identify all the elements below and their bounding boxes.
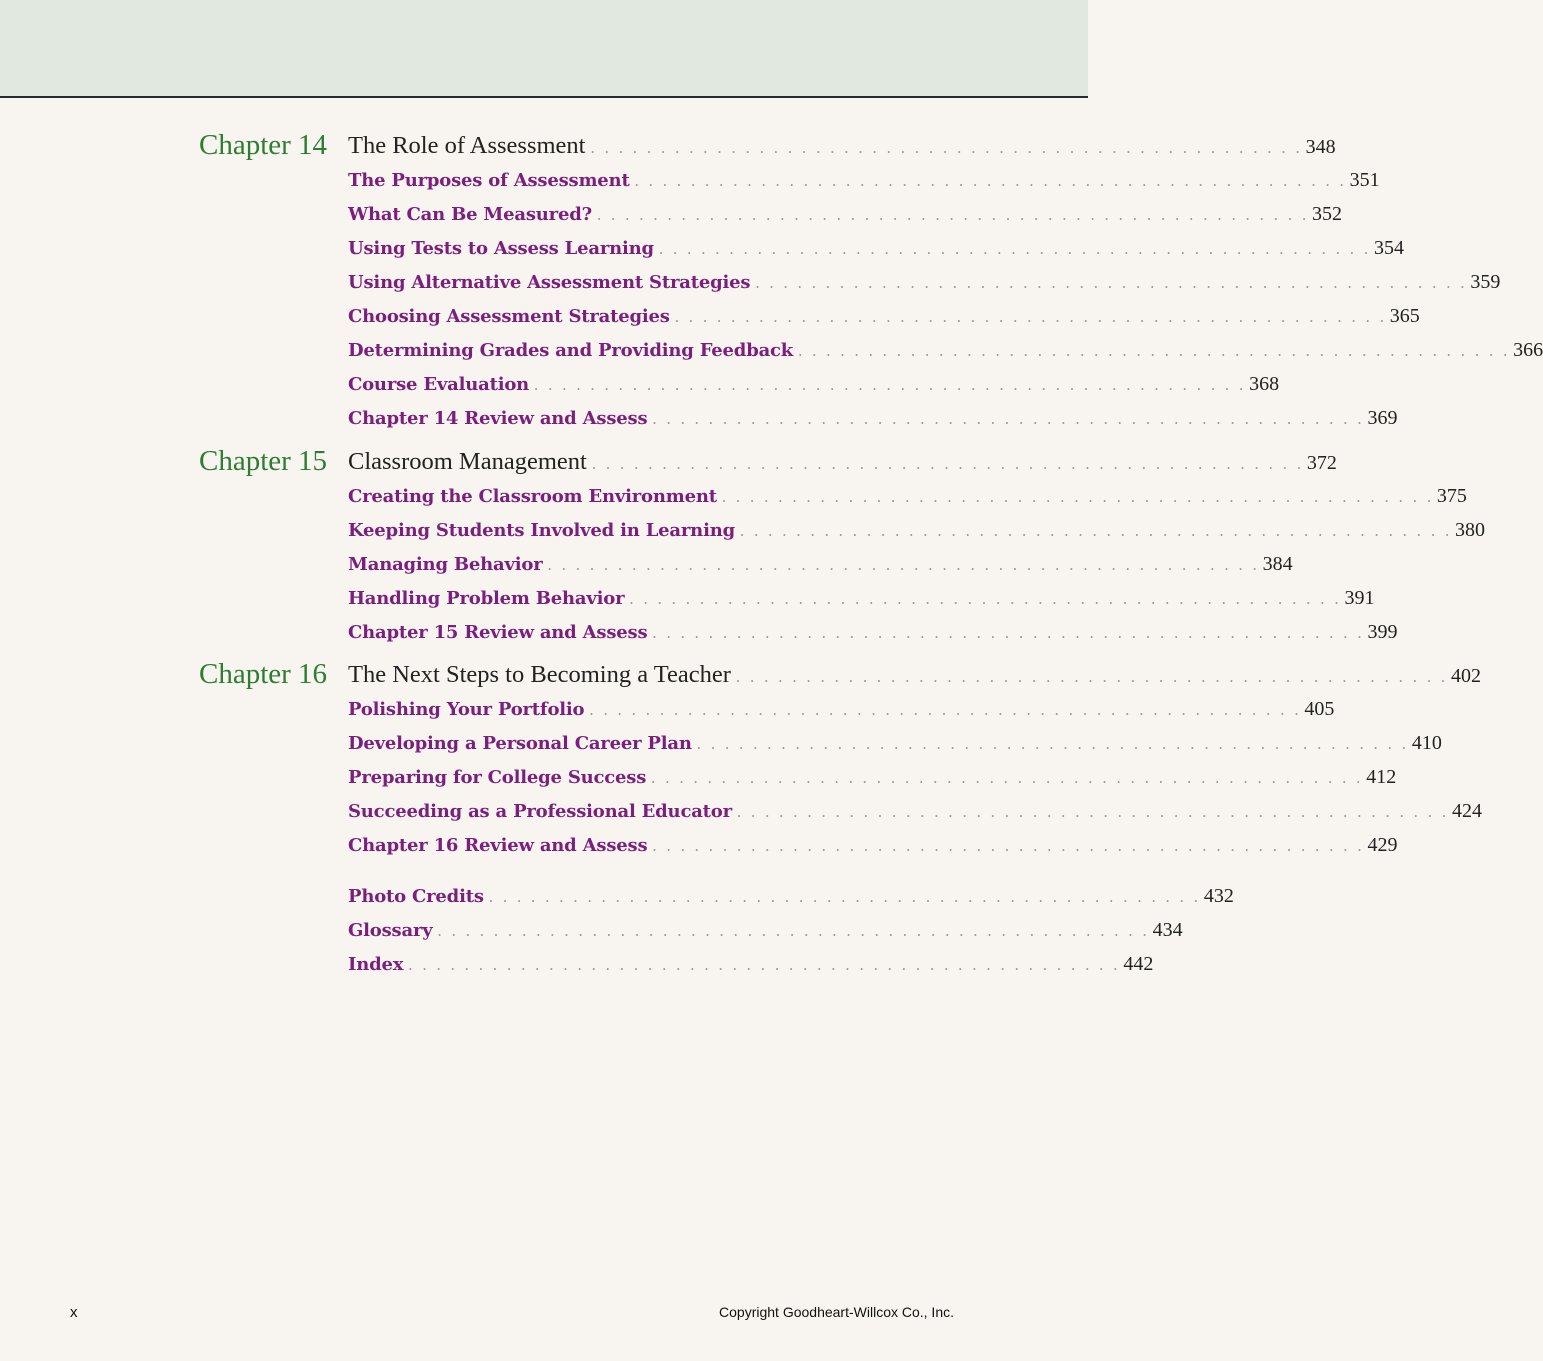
toc-entry[interactable] (348, 169, 1380, 199)
page-number: 351 (1349, 169, 1380, 191)
page-number: 432 (1203, 885, 1234, 907)
section-title[interactable]: Using Alternative Assessment Strategies (348, 272, 751, 293)
section-title[interactable]: Index (348, 954, 404, 975)
dot-leader: . . . . . . . . . . . . . . . . . . . . . . . . . . . . . . . . . . . . . . . . . . . . . . . . . . . (652, 623, 1365, 642)
chapter-title[interactable]: The Role of Assessment (348, 132, 586, 159)
dot-leader: . . . . . . . . . . . . . . . . . . . . . . . . . . . . . . . . . . . . . . . . . . . . . . . . . . . (590, 138, 1303, 157)
page-number: 348 (1305, 136, 1336, 158)
dot-leader: . . . . . . . . . . . . . . . . . . . . . . . . . . . . . . . . . . . . . . . . . . . . . . . . . . . (735, 667, 1448, 686)
dot-leader: . . . . . . . . . . . . . . . . . . . . . . . . . . . . . . . . . . . . . . . . . . . . . . . . . . . (629, 589, 1342, 608)
dot-leader: . . . . . . . . . . . . . . . . . . . . . . . . . . . . . . . . . . . . . . . . . . . . . . . . . . . (534, 375, 1247, 394)
page-number: 424 (1451, 800, 1482, 822)
dot-leader: . . . . . . . . . . . . . . . . . . . . . . . . . . . . . . . . . . . . . . . . . . . . . . . . . . . (547, 555, 1260, 574)
dot-leader: . . . . . . . . . . . . . . . . . . . . . . . . . . . . . . . . . . . . . . . . . . . . . . . . . . . (589, 700, 1302, 719)
toc-entry[interactable] (348, 339, 1543, 369)
dot-leader: . . . . . . . . . . . . . . . . . . . . . . . . . . . . . . . . . . . . . . . . . . . . . . . . . . . (674, 307, 1387, 326)
section-title[interactable]: Developing a Personal Career Plan (348, 733, 692, 754)
dot-leader: . . . . . . . . . . . . . . . . . . . . . . . . . . . . . . . . . . . . . . . . . . . . . . . . . . . (591, 454, 1304, 473)
dot-leader: . . . . . . . . . . . . . . . . . . . . . . . . . . . . . . . . . . . . . . . . . . . . . . . . . . . (755, 273, 1468, 292)
dot-leader: . . . . . . . . . . . . . . . . . . . . . . . . . . . . . . . . . . . . . . . . . . . . . . . . . . . (652, 409, 1365, 428)
page-number: 412 (1366, 766, 1397, 788)
chapter-label: Chapter 14 (199, 129, 328, 161)
chapter-title[interactable]: The Next Steps to Becoming a Teacher (348, 661, 731, 688)
page-number: 442 (1123, 953, 1154, 975)
page-number: 384 (1262, 553, 1293, 575)
section-title[interactable]: Course Evaluation (348, 374, 530, 395)
dot-leader: . . . . . . . . . . . . . . . . . . . . . . . . . . . . . . . . . . . . . . . . . . . . . . . . . . . (651, 768, 1364, 787)
section-title[interactable]: The Purposes of Assessment (348, 170, 630, 191)
dot-leader: . . . . . . . . . . . . . . . . . . . . . . . . . . . . . . . . . . . . . . . . . . . . . . . . . . . (596, 205, 1310, 224)
page-number: 402 (1450, 665, 1481, 687)
toc-entry[interactable] (348, 373, 1280, 403)
section-title[interactable]: Creating the Classroom Environment (348, 486, 717, 507)
chapter-title-row[interactable] (348, 132, 1336, 162)
toc-entry[interactable] (348, 553, 1293, 583)
dot-leader: . . . . . . . . . . . . . . . . . . . . . . . . . . . . . . . . . . . . . . . . . . . . . . . . . . . (736, 802, 1449, 821)
toc-entry[interactable] (348, 305, 1420, 335)
page-number: 359 (1470, 271, 1501, 293)
section-title[interactable]: Determining Grades and Providing Feedback (348, 340, 794, 361)
chapter-label: Chapter 15 (199, 445, 328, 477)
dot-leader: . . . . . . . . . . . . . . . . . . . . . . . . . . . . . . . . . . . . . . . . . . . . . . . . . . . (634, 171, 1347, 190)
toc-entry[interactable] (348, 485, 1467, 515)
page-number: 405 (1304, 698, 1335, 720)
section-title[interactable]: Managing Behavior (348, 554, 543, 575)
toc-entry[interactable] (348, 621, 1398, 651)
page-number: 365 (1389, 305, 1420, 327)
chapter-title-row[interactable] (348, 448, 1337, 478)
toc-entry[interactable] (348, 203, 1343, 233)
dot-leader: . . . . . . . . . . . . . . . . . . . . . . . . . . . . . . . . . . . . . . . . . . . . . . . . . . . (696, 734, 1409, 753)
toc-entry[interactable] (348, 519, 1486, 549)
section-title[interactable]: Photo Credits (348, 886, 484, 907)
page-number: 372 (1306, 452, 1337, 474)
toc-entry[interactable] (348, 587, 1375, 617)
dot-leader: . . . . . . . . . . . . . . . . . . . . . . . . . . . . . . . . . . . . . . . . . . . . . . . . . . . (798, 341, 1511, 360)
section-title[interactable]: Chapter 15 Review and Assess (348, 622, 648, 643)
section-title[interactable]: Choosing Assessment Strategies (348, 306, 670, 327)
chapter-title[interactable]: Classroom Management (348, 448, 587, 475)
dot-leader: . . . . . . . . . . . . . . . . . . . . . . . . . . . . . . . . . . . . . . . . . . . . . . . . . . . (658, 239, 1371, 258)
page-number: 369 (1367, 407, 1398, 429)
dot-leader: . . . . . . . . . . . . . . . . . . . . . . . . . . . . . . . . . . . . . . . . . . . . . . . . . . . (488, 887, 1201, 906)
section-title[interactable]: Chapter 14 Review and Assess (348, 408, 648, 429)
page-number: 380 (1455, 519, 1486, 541)
page-number: 399 (1367, 621, 1398, 643)
toc-entry[interactable] (348, 732, 1442, 762)
dot-leader: . . . . . . . . . . . . . . . . . . . . . . . . . . . . . . . . . . . . . . . . . . . . . . . . . . . (739, 521, 1453, 540)
page-number: 375 (1436, 485, 1467, 507)
folio-page-number: x (70, 1304, 78, 1321)
toc-entry[interactable] (348, 698, 1335, 728)
dot-leader: . . . . . . . . . . . . . . . . . . . . . . . . . . . . . . . . . . . . . . . . . . . . . . . . . . . (408, 955, 1121, 974)
page-number: 429 (1367, 834, 1398, 856)
page-number: 366 (1513, 339, 1543, 361)
section-title[interactable]: What Can Be Measured? (348, 204, 592, 225)
toc-entry[interactable] (348, 271, 1501, 301)
section-title[interactable]: Using Tests to Assess Learning (348, 238, 654, 259)
page-number: 352 (1312, 203, 1343, 225)
section-title[interactable]: Handling Problem Behavior (348, 588, 625, 609)
dot-leader: . . . . . . . . . . . . . . . . . . . . . . . . . . . . . . . . . . . . . . . . . . . . . . . . . . . (652, 836, 1365, 855)
toc-entry-index[interactable] (348, 953, 1154, 983)
chapter-title-row[interactable] (348, 661, 1481, 691)
page-number: 410 (1411, 732, 1442, 754)
toc-entry-photo-credits[interactable] (348, 885, 1234, 915)
toc-entry[interactable] (348, 766, 1397, 796)
toc-entry[interactable] (348, 237, 1404, 267)
section-title[interactable]: Chapter 16 Review and Assess (348, 835, 648, 856)
page-number: 391 (1344, 587, 1375, 609)
section-title[interactable]: Polishing Your Portfolio (348, 699, 585, 720)
chapter-label: Chapter 16 (199, 658, 328, 690)
section-title[interactable]: Succeeding as a Professional Educator (348, 801, 732, 822)
page-number: 354 (1373, 237, 1404, 259)
page-number: 434 (1152, 919, 1183, 941)
toc-entry[interactable] (348, 834, 1398, 864)
dot-leader: . . . . . . . . . . . . . . . . . . . . . . . . . . . . . . . . . . . . . . . . . . . . . . . . . . . (437, 921, 1150, 940)
toc-entry[interactable] (348, 407, 1398, 437)
page-number: 368 (1249, 373, 1280, 395)
section-title[interactable]: Preparing for College Success (348, 767, 647, 788)
toc-entry-glossary[interactable] (348, 919, 1183, 949)
copyright-notice: Copyright Goodheart-Willcox Co., Inc. (719, 1304, 954, 1320)
header-band (0, 0, 1088, 98)
section-title[interactable]: Glossary (348, 920, 433, 941)
dot-leader: . . . . . . . . . . . . . . . . . . . . . . . . . . . . . . . . . . . . . . . . . . . . . . . . . . . (721, 487, 1434, 506)
toc-entry[interactable] (348, 800, 1482, 830)
section-title[interactable]: Keeping Students Involved in Learning (348, 520, 735, 541)
